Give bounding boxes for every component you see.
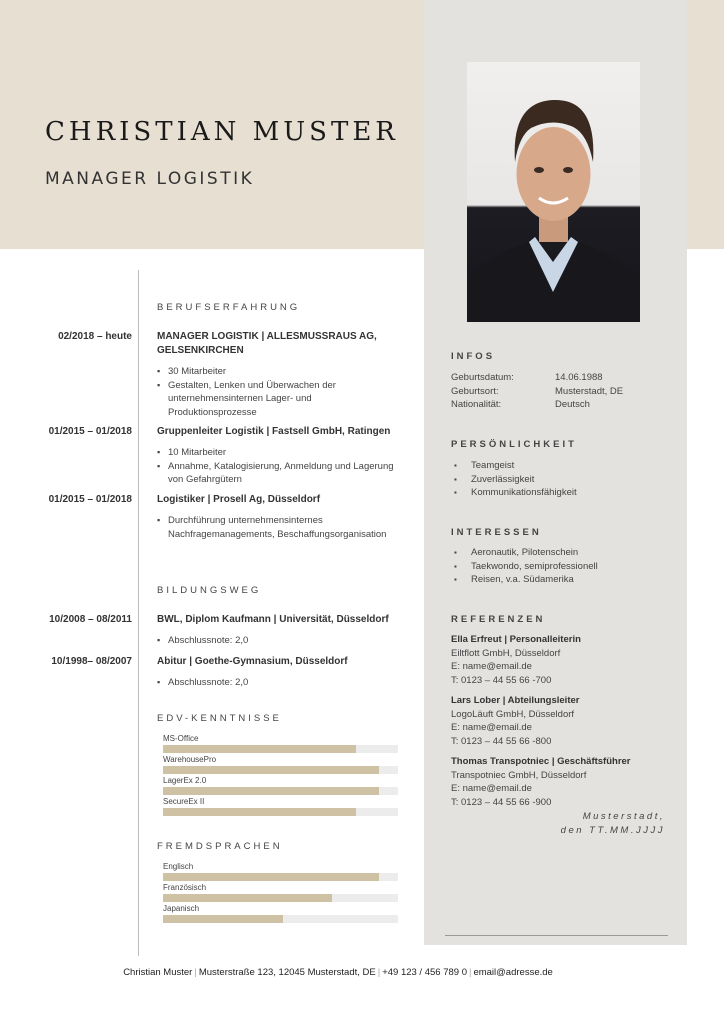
signature-line: [445, 935, 668, 936]
list-item: ▪ Kommunikationsfähigkeit: [451, 486, 671, 500]
info-row: [451, 399, 671, 410]
profile-photo: [467, 62, 640, 322]
section-title-interests: INTERESSEN: [451, 527, 542, 538]
education-bullets: [157, 676, 402, 690]
list-item: ▪ Annahme, Katalogisierung, Anmeldung und Lagerung von Gefahrgütern: [157, 460, 402, 487]
reference-phone: T: 0123 – 44 55 66 -700: [451, 674, 552, 686]
skill-label: Japanisch: [163, 904, 200, 913]
list-item: ▪ Durchführung unternehmensinternes Nachfragemanagements, Beschaffungsorganisation: [157, 514, 402, 541]
skill-bar: [163, 745, 398, 753]
info-value: Deutsch: [555, 399, 590, 410]
skill-label: Englisch: [163, 862, 194, 871]
info-value: 14.06.1988: [555, 372, 603, 383]
timeline-divider: [138, 270, 139, 956]
footer-phone: +49 123 / 456 789 0: [382, 967, 467, 978]
place-date: [520, 810, 665, 838]
interests-list: [451, 546, 671, 587]
info-row: [451, 386, 671, 397]
info-value: Musterstadt, DE: [555, 386, 624, 397]
list-item: ▪ Abschlussnote: 2,0: [157, 634, 402, 648]
footer-name: Christian Muster: [123, 967, 193, 978]
footer-email: email@adresse.de: [473, 967, 553, 978]
skill-bar: [163, 894, 398, 902]
footer-address: Musterstraße 123, 12045 Musterstadt, DE: [198, 967, 376, 978]
reference-entry: [451, 633, 676, 687]
skill-bar: [163, 766, 398, 774]
candidate-name: CHRISTIAN MUSTER: [45, 117, 399, 147]
section-title-infos: INFOS: [451, 351, 496, 362]
list-item: ▪ 30 Mitarbeiter: [157, 365, 402, 379]
section-title-it-skills: EDV-KENNTNISSE: [157, 713, 282, 724]
reference-email: E: name@email.de: [451, 661, 532, 672]
section-title-languages: FREMDSPRACHEN: [157, 841, 283, 852]
skill-label: LagerEx 2.0: [163, 776, 207, 785]
list-item: ▪ Reisen, v.a. Südamerika: [451, 573, 671, 587]
list-item: ▪ Zuverlässigkeit: [451, 473, 671, 487]
education-title: BWL, Diplom Kaufmann | Universität, Düsseldorf: [157, 614, 389, 625]
skill-bar-fill: [163, 915, 283, 923]
reference-company: Transpotniec GmbH, Düsseldorf: [451, 769, 587, 781]
reference-name: Thomas Transpotniec | Geschäftsführer: [451, 756, 631, 767]
reference-phone: T: 0123 – 44 55 66 -900: [451, 796, 552, 808]
education-date: 10/1998– 08/2007: [51, 656, 132, 667]
candidate-job-title: MANAGER LOGISTIK: [45, 169, 255, 189]
reference-company: LogoLäuft GmbH, Düsseldorf: [451, 708, 575, 720]
experience-title: Gruppenleiter Logistik | Fastsell GmbH, Ratingen: [157, 426, 391, 437]
list-item: ▪ 10 Mitarbeiter: [157, 446, 402, 460]
skill-label: WarehousePro: [163, 755, 217, 764]
skill-bar: [163, 915, 398, 923]
footer-contact: Christian Muster | Musterstraße 123, 12045 Musterstadt, DE | +49 123 / 456 789 0 | email@adresse.de: [123, 967, 553, 978]
skill-bar: [163, 808, 398, 816]
skill-bar: [163, 873, 398, 881]
list-item: ▪ Abschlussnote: 2,0: [157, 676, 402, 690]
skill-bar-fill: [163, 766, 379, 774]
reference-name: Lars Lober | Abteilungsleiter: [451, 695, 580, 706]
signature-place: Musterstadt,: [582, 811, 665, 822]
section-title-experience: BERUFSERFAHRUNG: [157, 302, 301, 313]
experience-date: 02/2018 – heute: [58, 331, 132, 342]
reference-phone: T: 0123 – 44 55 66 -800: [451, 735, 552, 747]
reference-email: E: name@email.de: [451, 783, 532, 794]
education-title: Abitur | Goethe-Gymnasium, Düsseldorf: [157, 656, 348, 667]
skill-bar-fill: [163, 808, 356, 816]
reference-email: E: name@email.de: [451, 722, 532, 733]
experience-bullets: [157, 365, 402, 419]
skill-bar-fill: [163, 787, 379, 795]
education-bullets: [157, 634, 402, 648]
list-item: ▪ Gestalten, Lenken und Überwachen der unternehmensinternen Lager- und Produktionsprozesse: [157, 379, 402, 420]
reference-name: Ella Erfreut | Personalleiterin: [451, 634, 581, 645]
reference-entry: [451, 694, 676, 748]
list-item: ▪ Teamgeist: [451, 459, 671, 473]
skill-bar-fill: [163, 894, 332, 902]
skill-bar-fill: [163, 873, 379, 881]
reference-entry: [451, 755, 676, 809]
skill-bar: [163, 787, 398, 795]
education-date: 10/2008 – 08/2011: [49, 614, 132, 625]
experience-title: MANAGER LOGISTIK | ALLESMUSSRAUS AG, GELSENKIRCHEN: [157, 331, 377, 356]
info-key: Nationalität:: [451, 399, 502, 410]
personality-list: [451, 459, 671, 500]
signature-date: den TT.MM.JJJJ: [560, 825, 665, 836]
reference-company: Eiltflott GmbH, Düsseldorf: [451, 647, 561, 659]
info-key: Geburtsort:: [451, 386, 499, 397]
section-title-references: REFERENZEN: [451, 614, 546, 625]
experience-bullets: [157, 514, 402, 541]
list-item: ▪ Aeronautik, Pilotenschein: [451, 546, 671, 560]
experience-bullets: [157, 446, 402, 487]
experience-title: Logistiker | Prosell Ag, Düsseldorf: [157, 494, 321, 505]
skill-bar-fill: [163, 745, 356, 753]
skill-label: SecureEx II: [163, 797, 205, 806]
experience-date: 01/2015 – 01/2018: [48, 494, 132, 505]
list-item: ▪ Taekwondo, semiprofessionell: [451, 560, 671, 574]
skill-label: MS-Office: [163, 734, 199, 743]
info-row: [451, 372, 671, 383]
info-key: Geburtsdatum:: [451, 372, 514, 383]
section-title-personality: PERSÖNLICHKEIT: [451, 439, 577, 450]
experience-date: 01/2015 – 01/2018: [48, 426, 132, 437]
section-title-education: BILDUNGSWEG: [157, 585, 262, 596]
skill-label: Französisch: [163, 883, 207, 892]
